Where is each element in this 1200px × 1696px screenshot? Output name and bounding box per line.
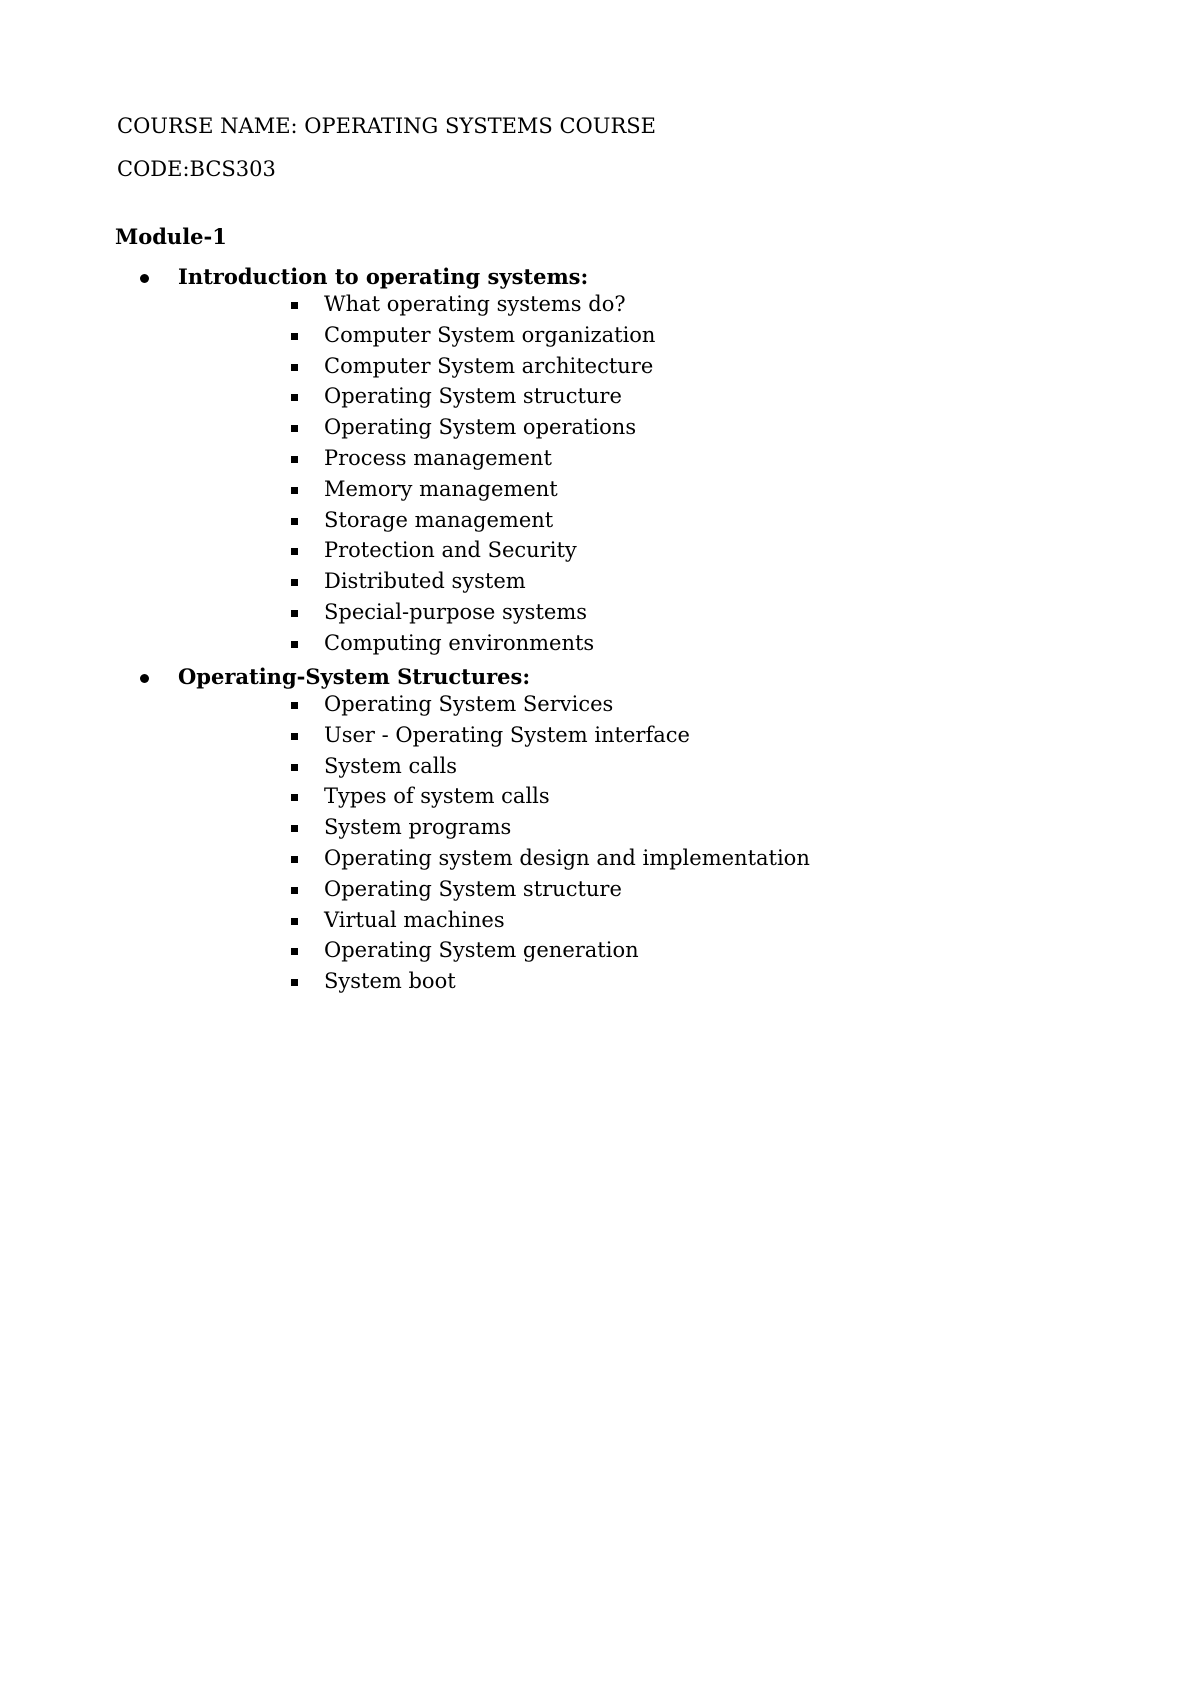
bullet-dot-icon bbox=[140, 674, 149, 683]
bullet-square-icon bbox=[291, 979, 298, 986]
topic-os-structures bbox=[0, 663, 1200, 1002]
list-item-label: System calls bbox=[324, 753, 457, 778]
bullet-square-icon bbox=[291, 733, 298, 740]
list-item bbox=[0, 876, 1200, 910]
list-item bbox=[0, 507, 1200, 541]
list-item-label: Virtual machines bbox=[324, 907, 505, 932]
list-item-label: Computing environments bbox=[324, 630, 595, 655]
list-item-label: Operating System generation bbox=[324, 938, 639, 963]
list-item-label: Process management bbox=[324, 445, 552, 470]
list-item-label: Computer System organization bbox=[324, 322, 656, 347]
list-item bbox=[0, 571, 1200, 602]
list-item bbox=[0, 786, 1200, 817]
list-item-label: Distributed system bbox=[324, 569, 526, 594]
list-item bbox=[0, 722, 1200, 756]
list-item-label: Memory management bbox=[324, 476, 558, 501]
bullet-square-icon bbox=[291, 518, 298, 525]
list-item-label: Types of system calls bbox=[324, 784, 550, 809]
bullet-square-icon bbox=[291, 456, 298, 463]
bullet-square-icon bbox=[291, 764, 298, 771]
topic-introduction bbox=[0, 263, 1200, 664]
bullet-square-icon bbox=[291, 918, 298, 925]
bullet-square-icon bbox=[291, 610, 298, 617]
topic-label: Introduction to operating systems: bbox=[178, 264, 589, 289]
list-item-label: Computer System architecture bbox=[324, 353, 654, 378]
list-item-label: System programs bbox=[324, 815, 512, 840]
bullet-square-icon bbox=[291, 579, 298, 586]
list-item-label: Operating System operations bbox=[324, 415, 637, 440]
list-item-label: Protection and Security bbox=[324, 538, 577, 563]
bullet-square-icon bbox=[291, 825, 298, 832]
list-item bbox=[0, 540, 1200, 571]
list-item bbox=[0, 940, 1200, 971]
bullet-square-icon bbox=[291, 702, 298, 709]
list-item bbox=[0, 599, 1200, 633]
bullet-square-icon bbox=[291, 333, 298, 340]
list-item bbox=[0, 445, 1200, 479]
bullet-square-icon bbox=[291, 948, 298, 955]
list-item-label: Operating System structure bbox=[324, 876, 622, 901]
bullet-square-icon bbox=[291, 425, 298, 432]
bullet-square-icon bbox=[291, 487, 298, 494]
bullet-square-icon bbox=[291, 302, 298, 309]
list-item-label: System boot bbox=[324, 969, 456, 994]
list-item-label: What operating systems do? bbox=[324, 292, 626, 316]
list-item-label: Operating System structure bbox=[324, 384, 622, 409]
list-item-label: User - Operating System interface bbox=[324, 722, 690, 747]
subtopic-list bbox=[0, 694, 1200, 1002]
bullet-dot-icon bbox=[140, 274, 149, 283]
list-item-label: Special-purpose systems bbox=[324, 599, 588, 624]
list-item bbox=[0, 417, 1200, 448]
bullet-square-icon bbox=[291, 856, 298, 863]
list-item-label: Operating System Services bbox=[324, 692, 614, 716]
bullet-square-icon bbox=[291, 394, 298, 401]
list-item-label: Operating system design and implementation bbox=[324, 845, 810, 870]
course-code-line: CODE:BCS303 bbox=[117, 157, 276, 181]
bullet-square-icon bbox=[291, 641, 298, 648]
list-item bbox=[0, 476, 1200, 510]
course-name-line: COURSE NAME: OPERATING SYSTEMS COURSE bbox=[117, 114, 656, 138]
bullet-square-icon bbox=[291, 794, 298, 801]
bullet-square-icon bbox=[291, 887, 298, 894]
list-item bbox=[0, 753, 1200, 787]
topic-label: Operating-System Structures: bbox=[178, 664, 531, 689]
list-item bbox=[0, 971, 1200, 1002]
subtopic-list bbox=[0, 294, 1200, 664]
module-title: Module-1 bbox=[115, 224, 227, 249]
bullet-square-icon bbox=[291, 364, 298, 371]
list-item bbox=[0, 630, 1200, 664]
list-item-label: Storage management bbox=[324, 507, 554, 532]
bullet-square-icon bbox=[291, 548, 298, 555]
